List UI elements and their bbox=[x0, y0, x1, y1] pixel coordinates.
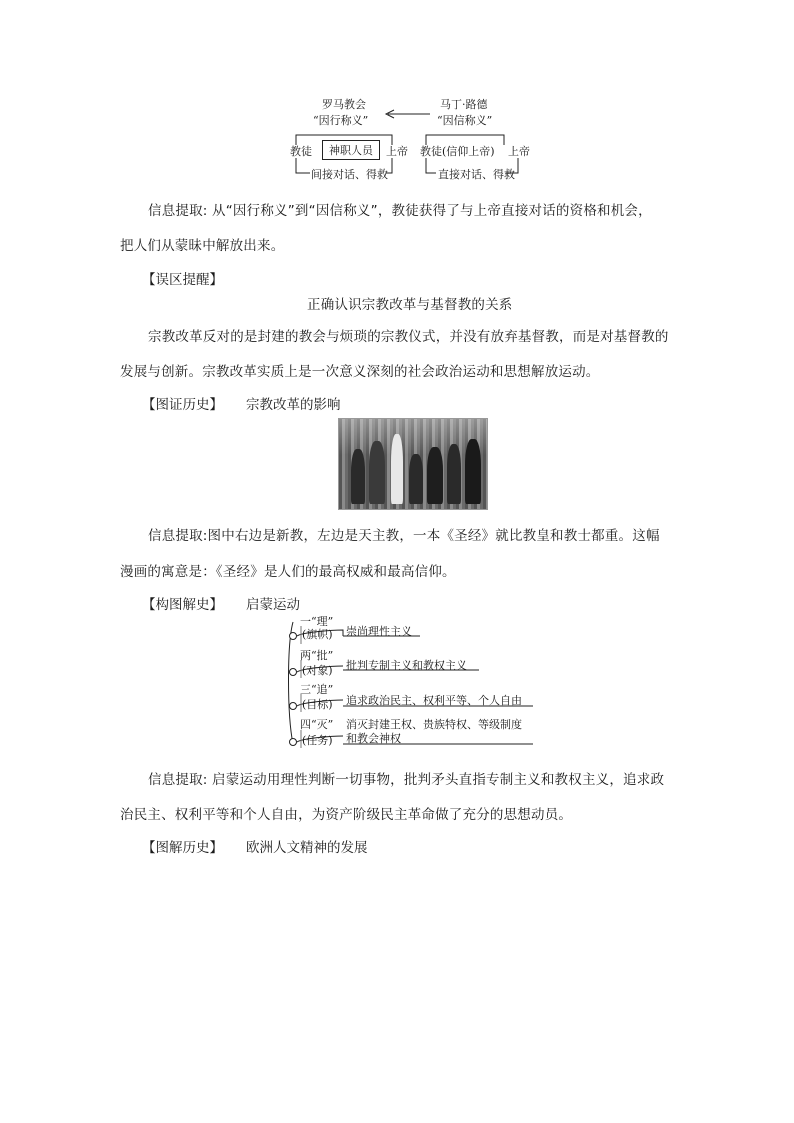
mindmap-node-4-bottom: (任务) bbox=[302, 734, 333, 747]
reformation-cartoon-image bbox=[338, 418, 488, 510]
believer-faith-label: 教徒(信仰上帝) bbox=[420, 145, 495, 158]
humanism-topic: 欧洲人文精神的发展 bbox=[246, 840, 368, 856]
image-evidence-topic: 宗教改革的影响 bbox=[246, 397, 341, 413]
mindmap-node-3-text: 追求政治民主、权利平等、个人自由 bbox=[346, 694, 522, 707]
mindmap-node-3-bottom: (目标) bbox=[302, 698, 333, 711]
mindmap-node-4-text2: 和教会神权 bbox=[346, 732, 401, 745]
humanism-heading: 【图解历史】 bbox=[142, 840, 223, 856]
mistake-heading: 【误区提醒】 bbox=[142, 272, 223, 288]
mindmap-node-2-text: 批判专制主义和教权主义 bbox=[346, 659, 467, 672]
image-evidence-heading: 【图证历史】 bbox=[142, 397, 223, 413]
mindmap-node-4-text: 消灭封建王权、贵族特权、等级制度 bbox=[346, 718, 522, 731]
structure-heading: 【构图解史】 bbox=[142, 597, 223, 613]
info-extract-paragraph-1b: 把人们从蒙昧中解放出来。 bbox=[120, 238, 285, 254]
mistake-paragraph-a: 宗教改革反对的是封建的教会与烦琐的宗教仪式，并没有放弃基督教，而是对基督教的 bbox=[148, 329, 669, 345]
info-extract-paragraph-3b: 治民主、权利平等和个人自由，为资产阶级民主革命做了充分的思想动员。 bbox=[120, 807, 573, 823]
mistake-paragraph-b: 发展与创新。宗教改革实质上是一次意义深刻的社会政治运动和思想解放运动。 bbox=[120, 364, 600, 380]
mindmap-node-3-top: 三“追” bbox=[300, 683, 334, 696]
god-label: 上帝 bbox=[386, 145, 408, 158]
mindmap-node-4-top: 四“灭” bbox=[300, 718, 334, 731]
info-extract-paragraph-3a: 信息提取: 启蒙运动用理性判断一切事物，批判矛头直指专制主义和教权主义，追求政 bbox=[148, 772, 665, 788]
by-faith-label: “因信称义” bbox=[437, 114, 493, 127]
mistake-title: 正确认识宗教改革与基督教的关系 bbox=[307, 297, 513, 313]
indirect-label: 间接对话、得救 bbox=[311, 168, 388, 181]
by-works-label: “因行称义” bbox=[313, 114, 369, 127]
structure-topic: 启蒙运动 bbox=[246, 597, 300, 613]
info-extract-paragraph-1a: 信息提取: 从“因行称义”到“因信称义”，教徒获得了与上帝直接对话的资格和机会， bbox=[148, 203, 652, 219]
mindmap-node-1-top: 一“理” bbox=[300, 615, 334, 628]
direct-label: 直接对话、得救 bbox=[438, 168, 515, 181]
mindmap-node-2-top: 两“批” bbox=[300, 649, 334, 662]
luther-label: 马丁·路德 bbox=[440, 98, 488, 111]
clergy-box: 神职人员 bbox=[322, 140, 380, 160]
god2-label: 上帝 bbox=[508, 145, 530, 158]
mindmap-node-1-text: 崇尚理性主义 bbox=[346, 625, 412, 638]
roman-church-label: 罗马教会 bbox=[322, 98, 366, 111]
mindmap-node-1-bottom: (旗帜) bbox=[302, 628, 333, 641]
info-extract-paragraph-2b: 漫画的寓意是：《圣经》是人们的最高权威和最高信仰。 bbox=[120, 564, 456, 580]
believer-label: 教徒 bbox=[290, 145, 312, 158]
info-extract-paragraph-2a: 信息提取:图中右边是新教，左边是天主教，一本《圣经》就比教皇和教士都重。这幅 bbox=[148, 528, 660, 544]
mindmap-node-2-bottom: (对象) bbox=[302, 664, 333, 677]
